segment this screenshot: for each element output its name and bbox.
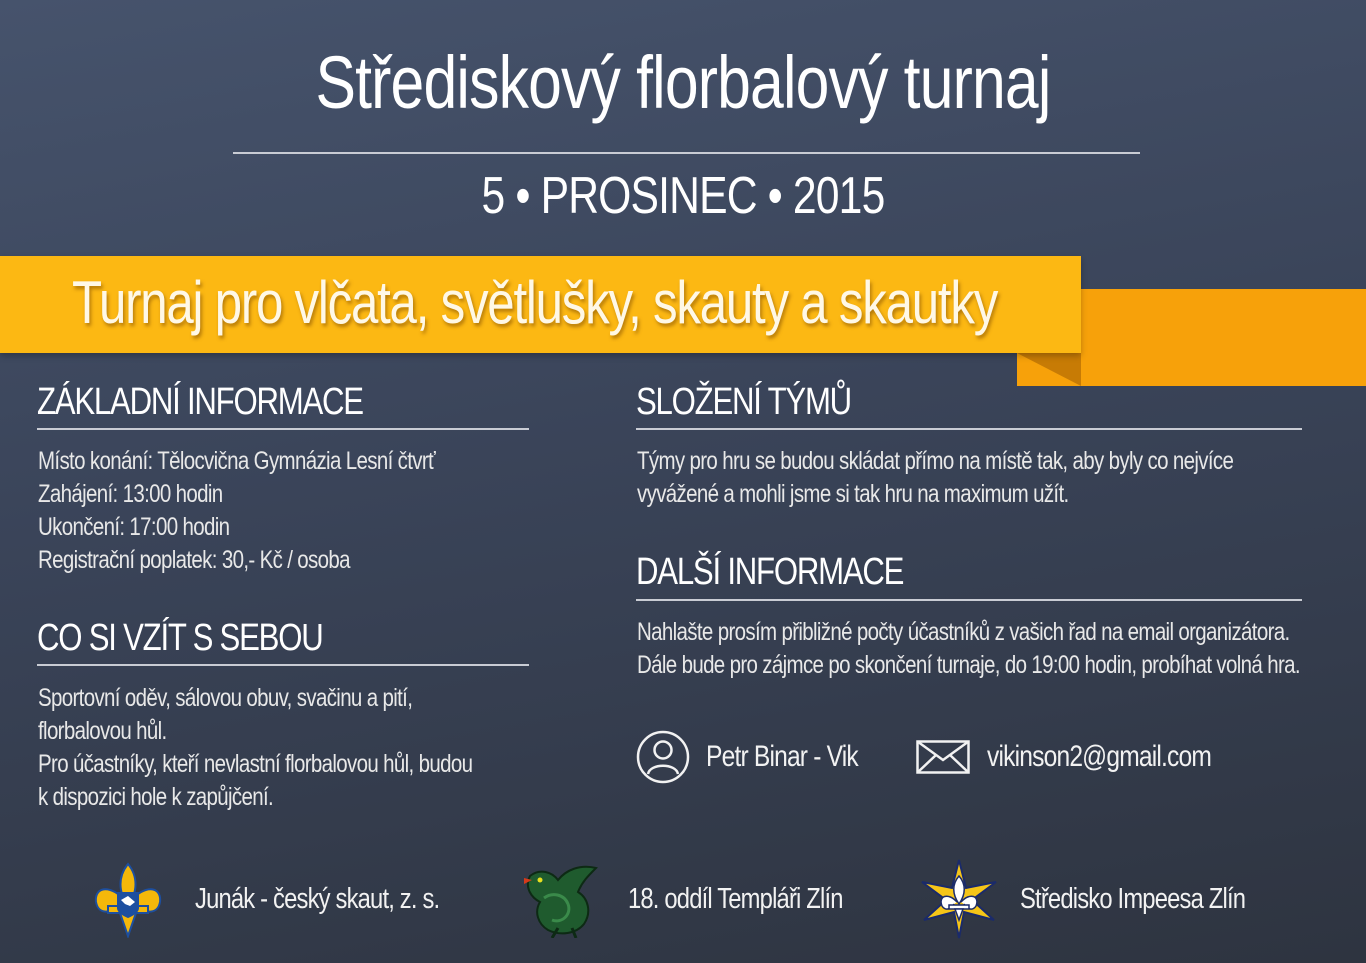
more-info-text [637, 616, 1300, 682]
info-line-end: Ukončení: 17:00 hodin [38, 513, 230, 541]
fleur-de-lis-logo [92, 862, 164, 938]
bring-line: Pro účastníky, kteří nevlastní florbalovou hůl, budou [38, 750, 473, 778]
info-line-fee: Registrační poplatek: 30,- Kč / osoba [38, 546, 350, 574]
org-label-impeesa: Středisko Impeesa Zlín [1020, 883, 1246, 915]
star-lily-logo [918, 858, 1000, 940]
teams-line: vyvážené a mohli jsme si tak hru na maximum užít. [637, 480, 1069, 508]
title-divider [233, 152, 1140, 154]
bring-text [38, 682, 472, 814]
info-line-venue: Místo konání: Tělocvična Gymnázia Lesní čtvrť [38, 447, 436, 475]
more-info-line: Nahlašte prosím přibližné počty účastníků z vašich řad na email organizátora. [637, 618, 1290, 646]
basic-info-heading: ZÁKLADNÍ INFORMACE [37, 381, 363, 423]
person-icon [636, 730, 690, 784]
org-label-templari: 18. oddíl Templáři Zlín [628, 883, 843, 915]
more-info-line: Dále bude pro zájmce po skončení turnaje, do 19:00 hodin, probíhat volná hra. [637, 651, 1300, 679]
basic-info-text [38, 445, 435, 577]
teams-text [637, 445, 1233, 511]
contact-email[interactable]: vikinson2@gmail.com [987, 740, 1212, 773]
bring-line: florbalovou hůl. [38, 717, 167, 745]
more-info-divider [636, 599, 1302, 601]
teams-line: Týmy pro hru se budou skládat přímo na místě tak, aby byly co nejvíce [637, 447, 1234, 475]
bring-line: k dispozici hole k zapůjčení. [38, 783, 274, 811]
info-line-start: Zahájení: 13:00 hodin [38, 480, 223, 508]
org-label-junak: Junák - český skaut, z. s. [195, 883, 440, 915]
envelope-icon [916, 740, 970, 774]
contact-name: Petr Binar - Vik [706, 740, 858, 773]
poster-title: Střediskový florbalový turnaj [315, 41, 1051, 124]
basic-info-divider [37, 428, 529, 430]
banner-ribbon-fold [1017, 353, 1081, 386]
bring-heading: CO SI VZÍT S SEBOU [37, 617, 323, 659]
bring-line: Sportovní oděv, sálovou obuv, svačinu a pití, [38, 684, 413, 712]
dragon-logo [518, 858, 602, 938]
event-date: 5 • PROSINEC • 2015 [481, 167, 885, 225]
more-info-heading: DALŠÍ INFORMACE [636, 551, 904, 593]
banner-text: Turnaj pro vlčata, světlušky, skauty a skautky [72, 269, 998, 336]
teams-heading: SLOŽENÍ TÝMŮ [636, 381, 851, 423]
teams-divider [636, 428, 1302, 430]
bring-divider [37, 664, 529, 666]
